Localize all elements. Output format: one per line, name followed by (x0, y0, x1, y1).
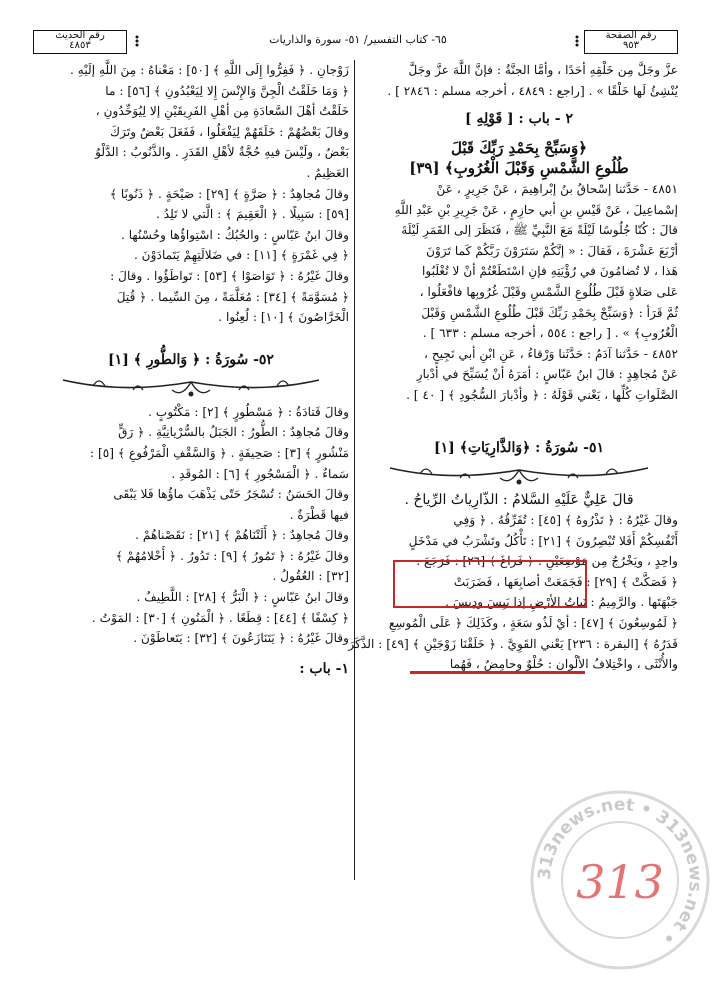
text-line: الْغُرُوبِ﴾ » . [ راجع : ٥٥٤ ، أخرجه مسلم : ٦٣٣ ] . (422, 326, 678, 341)
text-line: وقالَ غَيْرُهُ : ﴿ تَوَاصَوْا ﴾ [٥٣] : تَواطَؤُوا . وقالَ : (110, 268, 349, 283)
text-line: هَذا ، لا تُضامُونَ في رُؤْيَتِهِ فإنِ اسْتَطَعْتُمْ أنْ لا تُغْلَبُوا (421, 264, 678, 279)
text-line: ٤٨٥٢ - حَدَّثنا آدَمُ : حَدَّثَنا وَرْقاءُ ، عَنِ ابْنِ أبي نَجِيحٍ ، (424, 346, 678, 361)
text-line: [٥٩] : سَبِيلًا . ﴿ الْعَقِيمَ ﴾ : الَّتي لا تَلِدُ . (156, 207, 349, 222)
watermark-seal (520, 780, 720, 980)
highlight-box (393, 560, 587, 608)
left-column (33, 60, 349, 900)
watermark-center-text: 313 (576, 855, 664, 909)
text-line: خَلَقْتُ أهْلَ السَّعادَةِ مِن أهْلِ الفَرِيقَيْنِ إلا لِيُوَحِّدُونِ ، (95, 104, 349, 119)
watermark-ring-text: 313news.net • 313news.net • (534, 794, 706, 949)
page-header (33, 30, 678, 52)
right-column (348, 60, 678, 900)
surah-title: ٥١- سُورَةُ : ﴿وَالذَّارِيَاتِ﴾ [١] (433, 439, 605, 456)
text-line: ﴿ كِسْفًا ﴾ [٤٤] : قِطَعًا . ﴿ الْمَنُونِ ﴾ [٣٠] : المَوْتُ . (91, 610, 349, 625)
header-ornament-icon (133, 33, 141, 49)
surah-banner (33, 342, 349, 402)
text-line: ﴿ مُسَوَّمَةً ﴾ [٣٤] : مُعَلَّمَةً ، مِنَ السِّيما . ﴿ قُتِلَ (116, 289, 349, 304)
text-line: قالَ عَلِيٌّ عَلَيْهِ السَّلامُ : الذّارِياتُ الرِّياحُ . (404, 491, 634, 508)
text-line: وقالَ ابنُ عَبّاسٍ : والحُبُكُ : اسْتِواؤُها وحُسْنُها . (120, 227, 349, 242)
column-divider (354, 60, 355, 880)
text-line: وقالَ الحَسَنُ : تُسْجَرُ حَتّى يَذْهَبَ ماؤُها فَلا يَبْقَى (113, 487, 349, 502)
text-line: وقالَ مُجاهِدٌ : الطُّورُ : الجَبَلُ بالسُّرْيانِيَّةِ . ﴿ رَقٍّ (118, 425, 349, 440)
chapter-heading: ٢ - باب : [ قَوْلِهِ ] (464, 111, 574, 128)
text-line: ﴿ فَصَكَّتْ ﴾ [٢٩] : فَجَمَعَتْ أصابِعَها ، فَضَرَبَتْ (453, 574, 678, 589)
text-line: ثُمَّ قَرَأ : ﴿وَسَبِّحْ بِحَمْدِ رَبِّكَ قَبْلَ طُلُوعِ الشَّمْسِ وَقَبْلَ (421, 305, 678, 320)
highlight-underline (410, 671, 585, 674)
text-line: يُنْشِئُ لَها خَلْقًا » . [راجع : ٤٨٤٩ ، أخرجه مسلم : ٢٨٤٦ ] . (387, 83, 678, 98)
text-line: إسْماعِيلَ ، عَنْ قَيْسِ بنِ أبي حازِمٍ ، عَنْ جَرِيرِ بْنِ عَبْدِ اللَّهِ (394, 202, 678, 217)
text-line: ﴿ فِي غَمْرَةٍ ﴾ [١١] : في ضَلالَتِهِمْ يَتَمادَوْنَ . (133, 248, 349, 263)
text-line: ٤٨٥١ - حَدَّثنا إسْحاقُ بنُ إبْراهِيمَ ، عَنْ جَرِيرٍ ، عَنْ (436, 181, 678, 196)
text-line: ﴿ لَمُوسِعُونَ ﴾ [٤٧] : أيْ لَذُو سَعَةٍ ، وكَذَلِكَ ﴿ عَلَى الْمُوسِعِ (388, 616, 678, 631)
text-line: سَماءٌ . ﴿ الْمَسْجُورِ ﴾ [٦] : المُوقَدِ . (171, 466, 349, 481)
running-title: ٦٥- كتاب التفسير/ ٥١- سورة والذاريات (269, 33, 447, 46)
text-line: العَظِيمُ . (306, 165, 349, 180)
text-line: وقالَ قَتادَةُ : ﴿ مَسْطُورٍ ﴾ [٢] : مَكْتُوبٍ . (148, 404, 349, 419)
text-line: فيها قَطْرَةٌ . (289, 507, 349, 522)
text-line: [٣٢] : العُقُولُ . (272, 569, 349, 584)
hadith-number-label: رقم الحديث (55, 30, 105, 41)
text-line: مَنْشُورٍ ﴾ [٣] : صَحِيفَةٍ . ﴿ وَالسَّقْفِ الْمَرْفُوعِ ﴾ [٥] : (89, 445, 349, 460)
text-line: وقالَ غَيْرُهُ : ﴿ يَتَنَازَعُونَ ﴾ [٣٢] : يَتَعاطَوْنَ . (133, 631, 349, 646)
text-line: وقالَ غَيْرُهُ : ﴿ تَمُورُ ﴾ [٩] : تَدُورُ . ﴿ أَحْلامُهُمْ ﴾ (115, 548, 349, 563)
hadith-number: ٤٨٥٣ (69, 40, 91, 51)
text-line: أَنْفُسِكُمْ أَفَلا تُبْصِرُونَ ﴾ [٢١] : تَأْكُلُ وتَشْرَبُ في مَدْخَلٍ (408, 533, 678, 548)
text-line: وقالَ مُجاهِدٌ : ﴿ أَلَتْنَاهُمْ ﴾ [٢١] : نَقَصْناهُمْ . (135, 528, 349, 543)
page-number-box (584, 30, 678, 54)
page-number: ٩٥٣ (622, 40, 640, 51)
text-line: قَدَرُهُ ﴾ [البقرة : ٢٣٦] يَعْني القَوِيَّ . ﴿ خَلَقْنَا زَوْجَيْنِ ﴾ [٤٩] : الذَّكَرَ (348, 636, 678, 651)
text-line: وقالَ ابنُ عَبّاسٍ : ﴿ الْبَرُّ ﴾ [٢٨] : اللَّطِيفُ . (136, 590, 349, 605)
text-line: عَلى صَلاةٍ قَبْلَ طُلُوعِ الشَّمْسِ وقَبْلَ غُرُوبِها فافْعَلُوا ، (419, 284, 678, 299)
text-line: الْخَرَّاصُونَ ﴾ [١٠] : لُعِنُوا . (218, 310, 349, 325)
chapter-heading: ١- باب : (299, 660, 349, 677)
text-line: ﴿ وَمَا خَلَقْتُ الْجِنَّ وَالإِنْسَ إِلا لِيَعْبُدُونِ ﴾ [٥٦] : ما (105, 83, 349, 98)
floral-ornament-icon (380, 460, 658, 488)
text-line: عزَّ وجَلَّ مِن خَلْقِهِ أحَدًا ، وأمَّا الجنَّةُ : فإنَّ اللَّهَ عزَّ وجَلَّ (408, 63, 678, 77)
text-line: زَوْجانِ . ﴿ فَفِرُّوا إِلَى اللَّهِ ﴾ [٥٠] : مَعْناهُ : مِنَ اللَّهِ إلَيْهِ . (70, 63, 349, 77)
text-line: والأُنْثَى ، واخْتِلافُ الألْوانِ : حُلْوٌ وحامِضٌ ، فَهُما (449, 657, 678, 672)
verse-heading: طُلُوعِ الشَّمْسِ وَقَبْلَ الْغُرُوبِ﴾ [٣٩] (409, 159, 629, 178)
text-line: وقالَ غَيْرُهُ : ﴿ تَذْرُوهُ ﴾ [٤٥] : تُفَرِّقُهُ . ﴿ وَفِي (453, 513, 678, 528)
surah-title: ٥٢- سُورَةُ : ﴿ وَالطُّورِ ﴾ [١] (108, 351, 274, 368)
text-line: أرْبَعَ عَشْرَةَ ، فَقالَ : « إنَّكُمْ سَتَرَوْنَ رَبَّكُمْ كَما تَرَوْنَ (426, 243, 678, 258)
text-line: واحِدٍ ، ويَخْرُجُ مِن مَوْضِعَيْنِ . ﴿ فَراغَ ﴾ [٢٦] : فَرَجَعَ . (416, 554, 678, 569)
text-line: وقالَ مُجاهِدٌ : ﴿ صَرَّةٍ ﴾ [٢٩] : صَيْحَةٍ . ﴿ ذَنُوبًا ﴾ (109, 186, 349, 201)
floral-ornament-icon (53, 372, 329, 400)
text-line: الصَّلَواتِ كُلِّها ، يَعْني قَوْلَهُ : ﴿ وأدْبارَ السُّجُودِ ﴾ [ ٤٠ ] . (406, 387, 678, 402)
page-number-label: رقم الصفحة (605, 30, 657, 41)
header-ornament-icon (573, 33, 581, 49)
text-line: عَنْ مُجاهِدٍ : قالَ ابنُ عَبّاسٍ : أمَرَهُ أنْ يُسَبِّحَ في أدْبارِ (416, 367, 678, 382)
text-line: جَبْهَتَها . والرَّمِيمُ : نَباتُ الأرْضِ إذا يَبِسَ ودِيسَ . (445, 595, 678, 610)
text-line: قالَ : كُنّا جُلُوسًا لَيْلَةً مَعَ النَّبِيِّ ﷺ ، فَنَظَرَ إلى القَمَرِ لَيْلَةَ (401, 223, 678, 238)
verse-heading: ﴿وَسَبِّحْ بِحَمْدِ رَبِّكَ قَبْلَ (451, 138, 587, 157)
surah-banner (360, 430, 678, 490)
text-line: بَعْضٌ ، ولَيْسَ فيهِ حُجَّةٌ لأهْلِ القَدَرِ . والذَّنُوبُ : الدَّلْوُ (95, 145, 349, 160)
hadith-number-box (33, 30, 127, 54)
text-line: وقالَ بَعْضُهُمْ : خَلَقَهُمْ لِيَفْعَلُوا ، فَفَعَلَ بَعْضٌ وتَرَكَ (110, 124, 349, 139)
